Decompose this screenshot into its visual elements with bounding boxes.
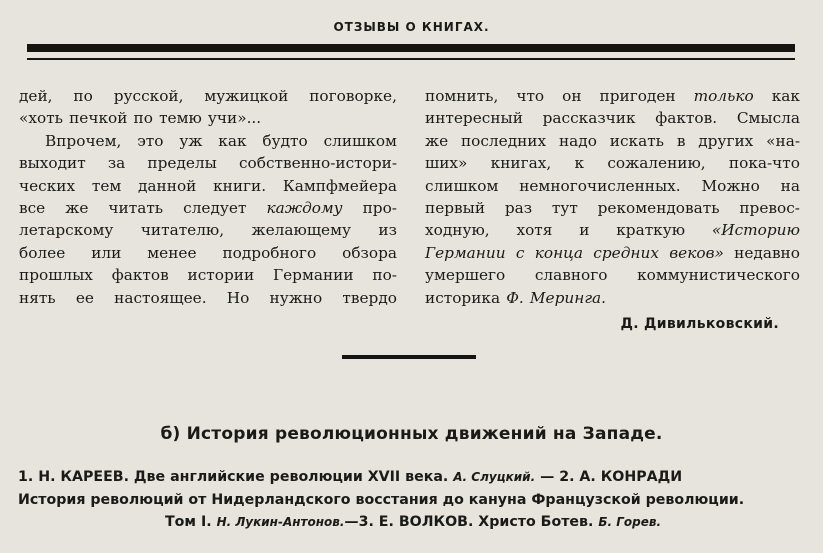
word: искать xyxy=(609,131,664,150)
word: Но xyxy=(226,288,250,307)
text-line xyxy=(425,152,800,174)
word: слишком xyxy=(425,176,499,195)
word: читать xyxy=(108,198,164,217)
running-title: ОТЗЫВЫ О КНИГАХ. xyxy=(333,20,490,34)
word: слишком xyxy=(323,131,397,150)
word: же xyxy=(65,198,89,217)
word: Кампфмейера xyxy=(282,176,397,195)
word: рекомендовать xyxy=(597,198,720,217)
word: твердо xyxy=(342,288,397,307)
word: обзора xyxy=(342,243,397,262)
word: как xyxy=(218,131,247,150)
reference-line-1 xyxy=(18,466,808,489)
word: каждому xyxy=(266,198,343,217)
word: мужицкой xyxy=(204,87,289,105)
text-line xyxy=(425,107,800,129)
word: поговорке, xyxy=(309,87,397,105)
word: к xyxy=(574,154,585,173)
text-line xyxy=(425,175,800,197)
text-line xyxy=(425,197,800,219)
word: рассказчик xyxy=(542,109,636,128)
word: славного xyxy=(534,266,608,285)
word: «Историю xyxy=(711,221,800,240)
header-thick-rule xyxy=(27,44,795,52)
word: Впрочем, xyxy=(45,131,122,150)
word: дей, xyxy=(19,87,53,105)
word: что xyxy=(516,87,545,105)
text-line xyxy=(19,152,397,174)
word: ческих xyxy=(19,176,76,195)
word: это xyxy=(137,131,164,150)
word: фактов. xyxy=(655,109,718,128)
word: по- xyxy=(372,266,397,285)
word: печкой xyxy=(69,109,128,128)
word: Ф. xyxy=(506,288,524,307)
reference-3-title: —3. Е. ВОЛКОВ. Христо Ботев. xyxy=(344,514,599,530)
text-line xyxy=(425,242,800,264)
word: недавно xyxy=(734,243,800,262)
word: пределы xyxy=(147,154,217,173)
book-references xyxy=(18,466,808,534)
text-line xyxy=(425,264,800,286)
word: сожалению, xyxy=(607,154,706,173)
reference-3-reviewer: Б. Горев. xyxy=(598,515,662,529)
word: первый xyxy=(425,198,486,217)
word: «хоть xyxy=(19,109,63,128)
word: подробного xyxy=(222,243,317,262)
word: прошлых xyxy=(19,266,93,285)
word: более xyxy=(19,243,66,262)
word: тут xyxy=(551,198,578,217)
word: следует xyxy=(183,198,247,217)
word: выходит xyxy=(19,154,86,173)
word: про- xyxy=(362,198,397,217)
reference-line-3 xyxy=(18,511,808,534)
word: читателю, xyxy=(140,221,225,240)
word: последних xyxy=(460,131,547,150)
text-line xyxy=(425,130,800,152)
word: пока-что xyxy=(728,154,800,173)
word: хотя xyxy=(516,221,553,240)
word: темю xyxy=(159,109,202,128)
word: нять xyxy=(19,288,56,307)
word: менее xyxy=(147,243,197,262)
word: ее xyxy=(75,288,94,307)
word: ших» xyxy=(425,154,468,173)
section-divider xyxy=(342,355,476,359)
word: веков» xyxy=(669,243,724,262)
word: русской, xyxy=(113,87,184,105)
word: других xyxy=(698,131,754,150)
word: нужно xyxy=(269,288,323,307)
word: историка xyxy=(425,288,501,307)
text-line xyxy=(19,219,397,241)
text-line xyxy=(425,85,800,107)
text-line xyxy=(19,287,397,309)
reference-2-author: — 2. А. КОНРАДИ xyxy=(535,469,683,485)
word: все xyxy=(19,198,46,217)
word: раз xyxy=(504,198,533,217)
word: как xyxy=(771,87,800,105)
left-column xyxy=(19,85,397,309)
word: книгах, xyxy=(490,154,552,173)
word: «на- xyxy=(766,131,800,150)
word: Можно xyxy=(701,176,760,195)
word: фактов xyxy=(111,266,169,285)
text-line xyxy=(19,175,397,197)
word: ходную, xyxy=(425,221,490,240)
reference-1-reviewer: А. Слуцкий. xyxy=(453,470,536,484)
word: интересный xyxy=(425,109,523,128)
word: тем xyxy=(91,176,122,195)
text-line xyxy=(19,85,397,107)
word: Германии xyxy=(273,266,354,285)
word: и xyxy=(579,221,590,240)
section-heading: б) История революционных движений на Западе. xyxy=(160,424,663,444)
word: коммунистического xyxy=(637,266,800,285)
text-line xyxy=(425,219,800,241)
word: Меринга. xyxy=(529,288,607,307)
word: надо xyxy=(558,131,597,150)
word: Германии xyxy=(425,243,506,262)
word: за xyxy=(107,154,126,173)
word: будто xyxy=(262,131,308,150)
word: краткую xyxy=(616,221,686,240)
word: уж xyxy=(179,131,203,150)
right-column xyxy=(425,85,800,309)
word: собственно-истори- xyxy=(238,154,397,173)
review-signature: Д. Дивильковский. xyxy=(620,316,779,332)
word: по xyxy=(133,109,153,128)
word: желающему xyxy=(251,221,351,240)
reference-2-reviewer: Н. Лукин-Антонов. xyxy=(216,515,345,529)
word: учи»... xyxy=(207,109,262,128)
text-line xyxy=(425,287,800,309)
reference-line-2: История революций от Нидерландского восстания до кануна Французской революции. xyxy=(18,491,745,508)
reference-2-volume: Том I. xyxy=(164,514,217,530)
word: по xyxy=(73,87,93,105)
word: из xyxy=(378,221,397,240)
word: средних xyxy=(593,243,659,262)
header-thin-rule xyxy=(27,58,795,60)
word: помнить, xyxy=(425,87,499,105)
word: пригоден xyxy=(599,87,676,105)
text-line xyxy=(19,264,397,286)
word: в xyxy=(676,131,686,150)
word: конца xyxy=(534,243,583,262)
text-line xyxy=(19,130,397,152)
text-line xyxy=(19,197,397,219)
word: на xyxy=(780,176,800,195)
word: же xyxy=(425,131,449,150)
word: он xyxy=(562,87,582,105)
word: умершего xyxy=(425,266,506,285)
word: летарскому xyxy=(19,221,114,240)
word: данной xyxy=(138,176,197,195)
word: настоящее. xyxy=(114,288,207,307)
word: с xyxy=(515,243,525,262)
word: книги. xyxy=(213,176,267,195)
word: или xyxy=(91,243,122,262)
word: истории xyxy=(187,266,255,285)
word: только xyxy=(693,87,754,105)
reference-1-title: 1. Н. КАРЕЕВ. Две английские революции XVII века. xyxy=(18,469,454,485)
text-line xyxy=(19,242,397,264)
word: немногочисленных. xyxy=(519,176,681,195)
word: превос- xyxy=(739,198,800,217)
word: Смысла xyxy=(736,109,800,128)
text-line xyxy=(19,107,397,129)
